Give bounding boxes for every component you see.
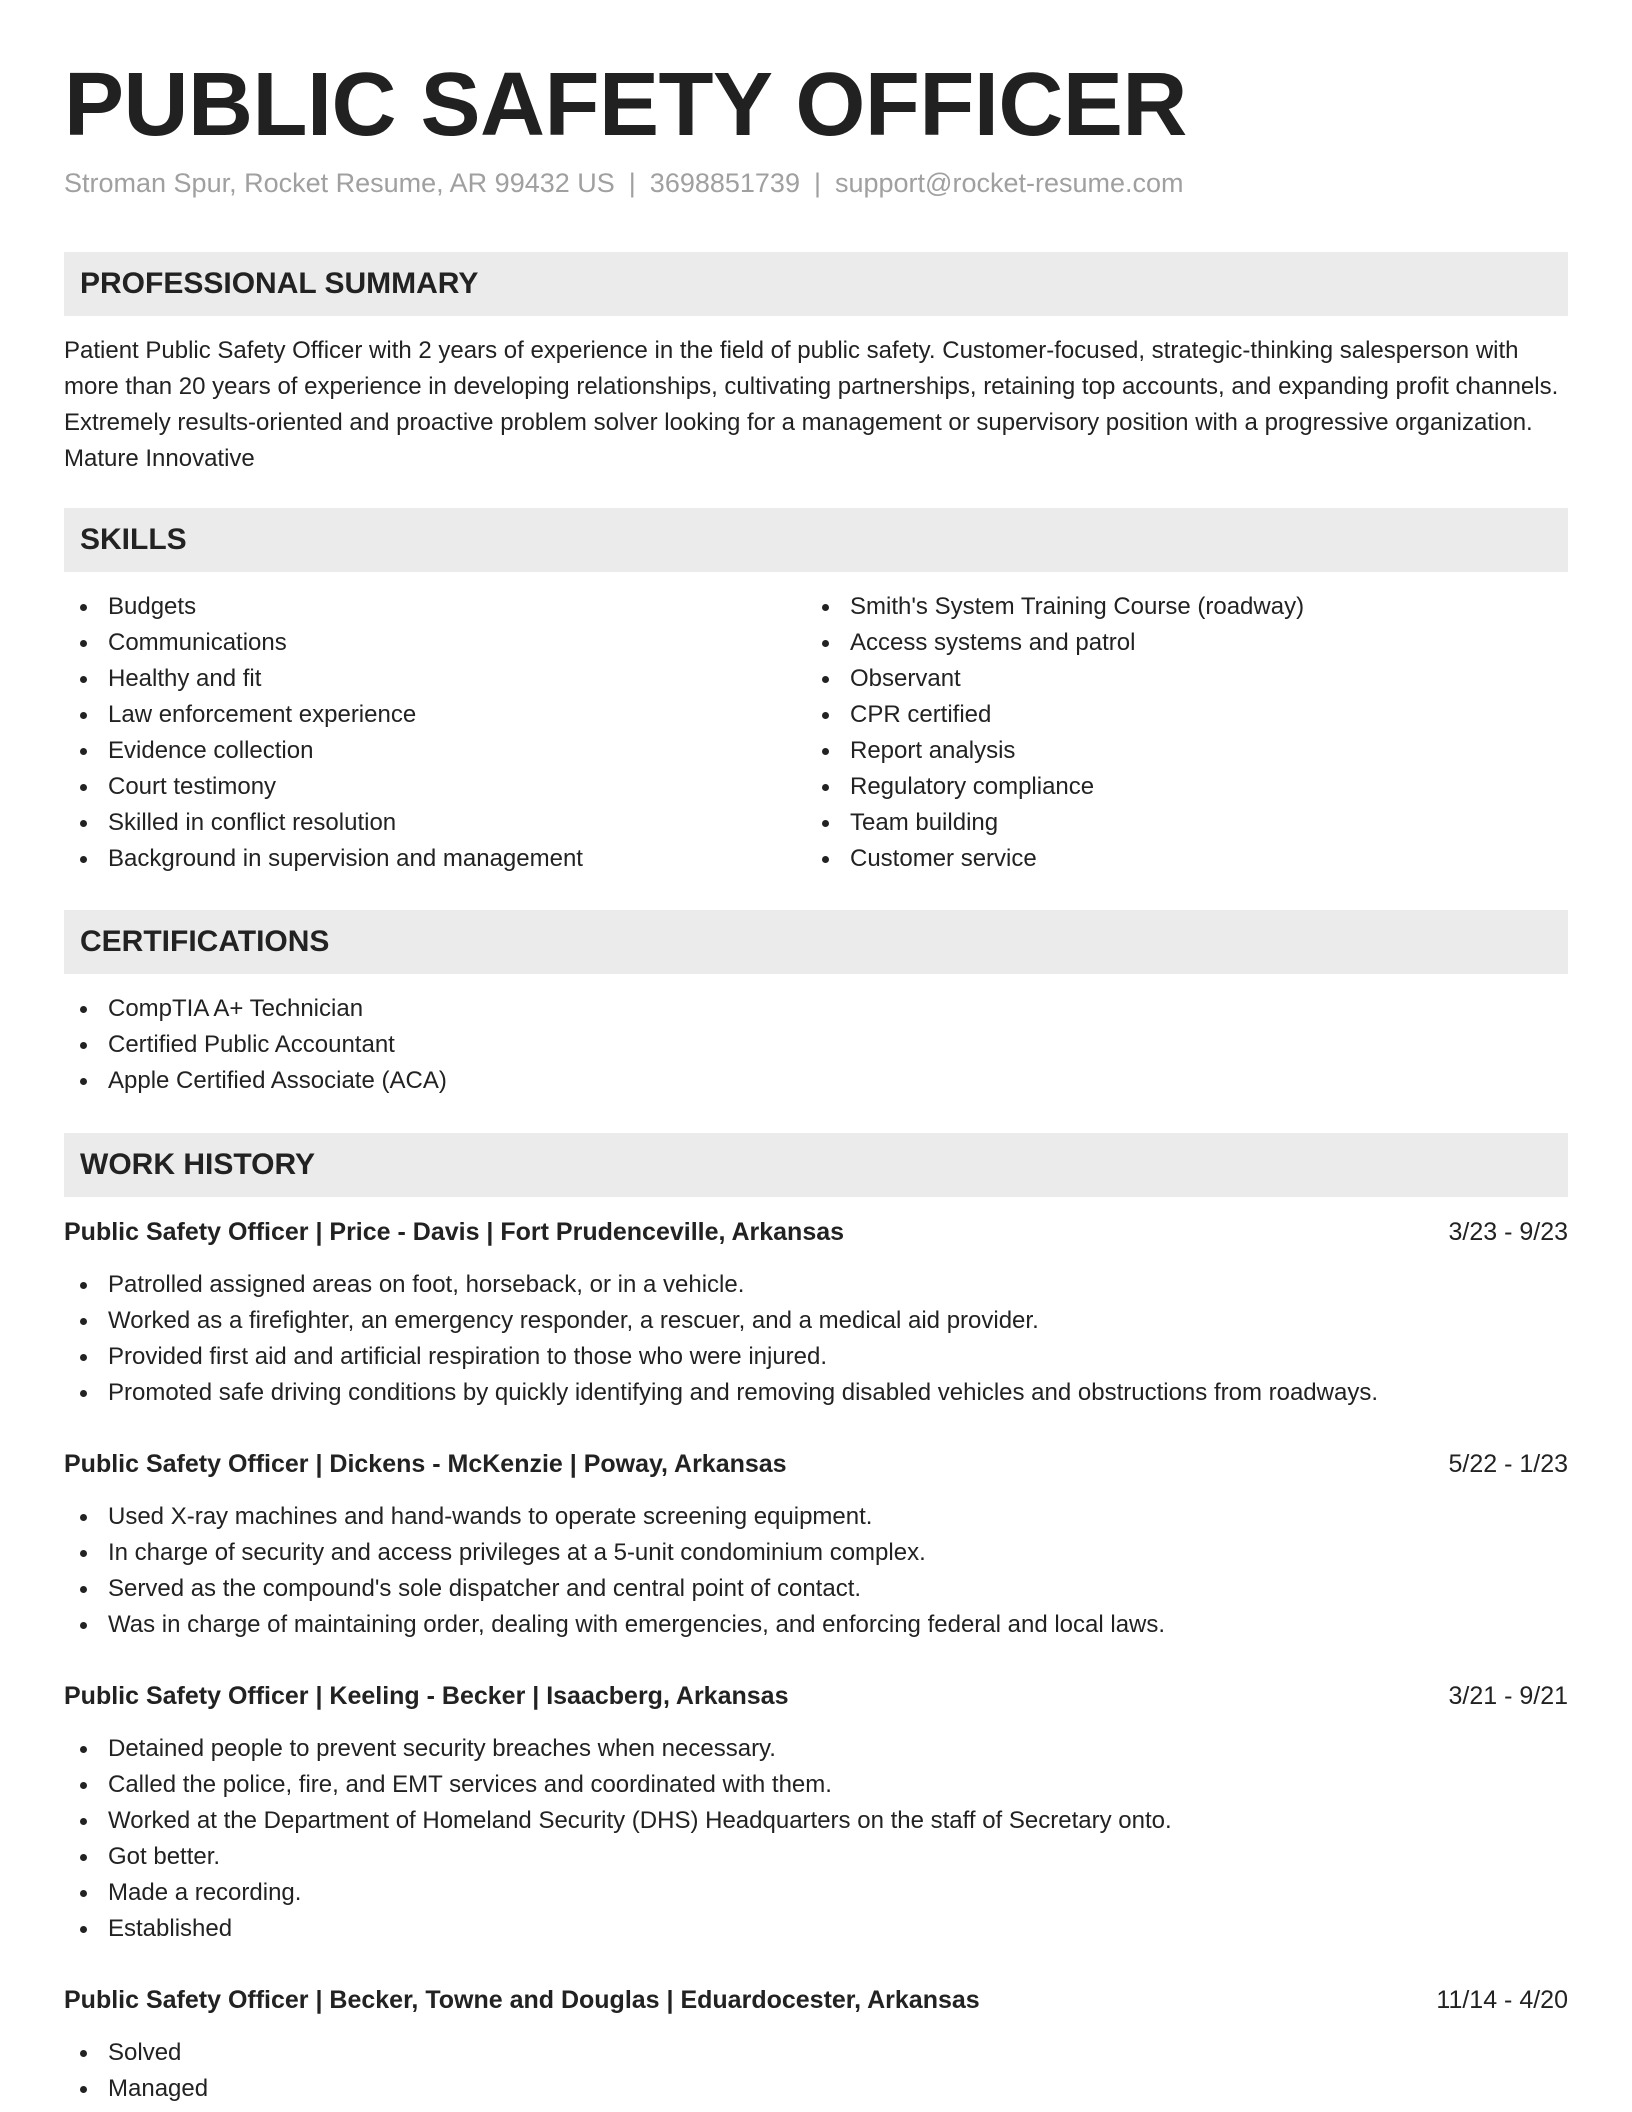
contact-email: support@rocket-resume.com — [834, 168, 1184, 198]
job-dates: 5/22 - 1/23 — [1448, 1450, 1568, 1478]
job-bullets — [64, 2035, 1568, 2107]
job-bullet: Served as the compound's sole dispatcher and central point of contact. — [64, 1571, 1568, 1607]
skill-item: Observant — [806, 661, 1566, 697]
summary-heading: PROFESSIONAL SUMMARY — [80, 267, 479, 300]
work-history-heading: WORK HISTORY — [80, 1148, 316, 1181]
job-dates: 3/23 - 9/23 — [1448, 1218, 1568, 1246]
skill-item: Court testimony — [64, 769, 764, 805]
job-bullet: Worked at the Department of Homeland Security (DHS) Headquarters on the staff of Secretary onto. — [64, 1803, 1568, 1839]
job-bullet: Patrolled assigned areas on foot, horseback, or in a vehicle. — [64, 1267, 1568, 1303]
job-bullet: Solved — [64, 2035, 1568, 2071]
skill-item: CPR certified — [806, 697, 1566, 733]
job-bullets — [64, 1499, 1568, 1643]
certification-item: Certified Public Accountant — [64, 1027, 1568, 1063]
contact-address: Stroman Spur, Rocket Resume, AR 99432 US — [64, 168, 615, 198]
job-bullet: Was in charge of maintaining order, dealing with emergencies, and enforcing federal and local laws. — [64, 1607, 1568, 1643]
skills-list-right — [806, 589, 1566, 877]
skill-item: Customer service — [806, 841, 1566, 877]
skill-item: Regulatory compliance — [806, 769, 1566, 805]
job-header — [64, 1678, 1568, 1714]
job-title: Public Safety Officer | Price - Davis | Fort Prudenceville, Arkansas — [64, 1218, 845, 1246]
job-bullet: Provided first aid and artificial respiration to those who were injured. — [64, 1339, 1568, 1375]
job-bullet: Established — [64, 1911, 1568, 1947]
job-bullet: Called the police, fire, and EMT services and coordinated with them. — [64, 1767, 1568, 1803]
skill-item: Communications — [64, 625, 764, 661]
job-dates: 3/21 - 9/21 — [1448, 1682, 1568, 1710]
job-title: Public Safety Officer | Dickens - McKenzie | Poway, Arkansas — [64, 1450, 787, 1478]
skill-item: Access systems and patrol — [806, 625, 1566, 661]
skill-item: Team building — [806, 805, 1566, 841]
job-bullet: Promoted safe driving conditions by quickly identifying and removing disabled vehicles and obstructions from roadways. — [64, 1375, 1568, 1411]
certification-item: Apple Certified Associate (ACA) — [64, 1063, 1568, 1099]
certification-item: CompTIA A+ Technician — [64, 991, 1568, 1027]
contact-separator: | — [628, 168, 636, 198]
skills-heading: SKILLS — [80, 523, 187, 556]
contact-line — [64, 165, 1184, 201]
job-bullet: Detained people to prevent security breaches when necessary. — [64, 1731, 1568, 1767]
job-bullet: In charge of security and access privileges at a 5-unit condominium complex. — [64, 1535, 1568, 1571]
job-header — [64, 1982, 1568, 2018]
job-bullet: Worked as a firefighter, an emergency responder, a rescuer, and a medical aid provider. — [64, 1303, 1568, 1339]
job-bullet: Managed — [64, 2071, 1568, 2107]
skill-item: Evidence collection — [64, 733, 764, 769]
job-dates: 11/14 - 4/20 — [1436, 1986, 1568, 2014]
contact-phone: 3698851739 — [649, 168, 800, 198]
summary-section-header — [64, 252, 1568, 316]
certifications-list — [64, 991, 1568, 1099]
skill-item: Law enforcement experience — [64, 697, 764, 733]
job-bullet: Got better. — [64, 1839, 1568, 1875]
job-header — [64, 1446, 1568, 1482]
skill-item: Background in supervision and management — [64, 841, 764, 877]
job-bullet: Used X-ray machines and hand-wands to operate screening equipment. — [64, 1499, 1568, 1535]
skills-section-header — [64, 508, 1568, 572]
summary-text: Patient Public Safety Officer with 2 years of experience in the field of public safety. Customer-focused, strategic-thinking salesperson with more than 20 years of experience in developing relationships, cultivating partnerships, retaining top accounts, and expanding profit channels. Extremely results-oriented and proactive problem solver looking for a management or supervisory position with a progressive organization. Mature Innovative — [64, 337, 1559, 472]
skill-item: Smith's System Training Course (roadway) — [806, 589, 1566, 625]
skill-item: Skilled in conflict resolution — [64, 805, 764, 841]
job-title: Public Safety Officer | Becker, Towne and Douglas | Eduardocester, Arkansas — [64, 1986, 980, 2014]
skill-item: Budgets — [64, 589, 764, 625]
skill-item: Healthy and fit — [64, 661, 764, 697]
certifications-heading: CERTIFICATIONS — [80, 925, 330, 958]
job-bullets — [64, 1731, 1568, 1947]
job-title: Public Safety Officer | Keeling - Becker | Isaacberg, Arkansas — [64, 1682, 789, 1710]
work-history-section-header — [64, 1133, 1568, 1197]
job-header — [64, 1214, 1568, 1250]
job-bullets — [64, 1267, 1568, 1411]
certifications-section-header — [64, 910, 1568, 974]
skill-item: Report analysis — [806, 733, 1566, 769]
contact-separator: | — [813, 168, 821, 198]
skills-list-left — [64, 589, 764, 877]
job-bullet: Made a recording. — [64, 1875, 1568, 1911]
resume-title: PUBLIC SAFETY OFFICER — [64, 55, 1187, 155]
